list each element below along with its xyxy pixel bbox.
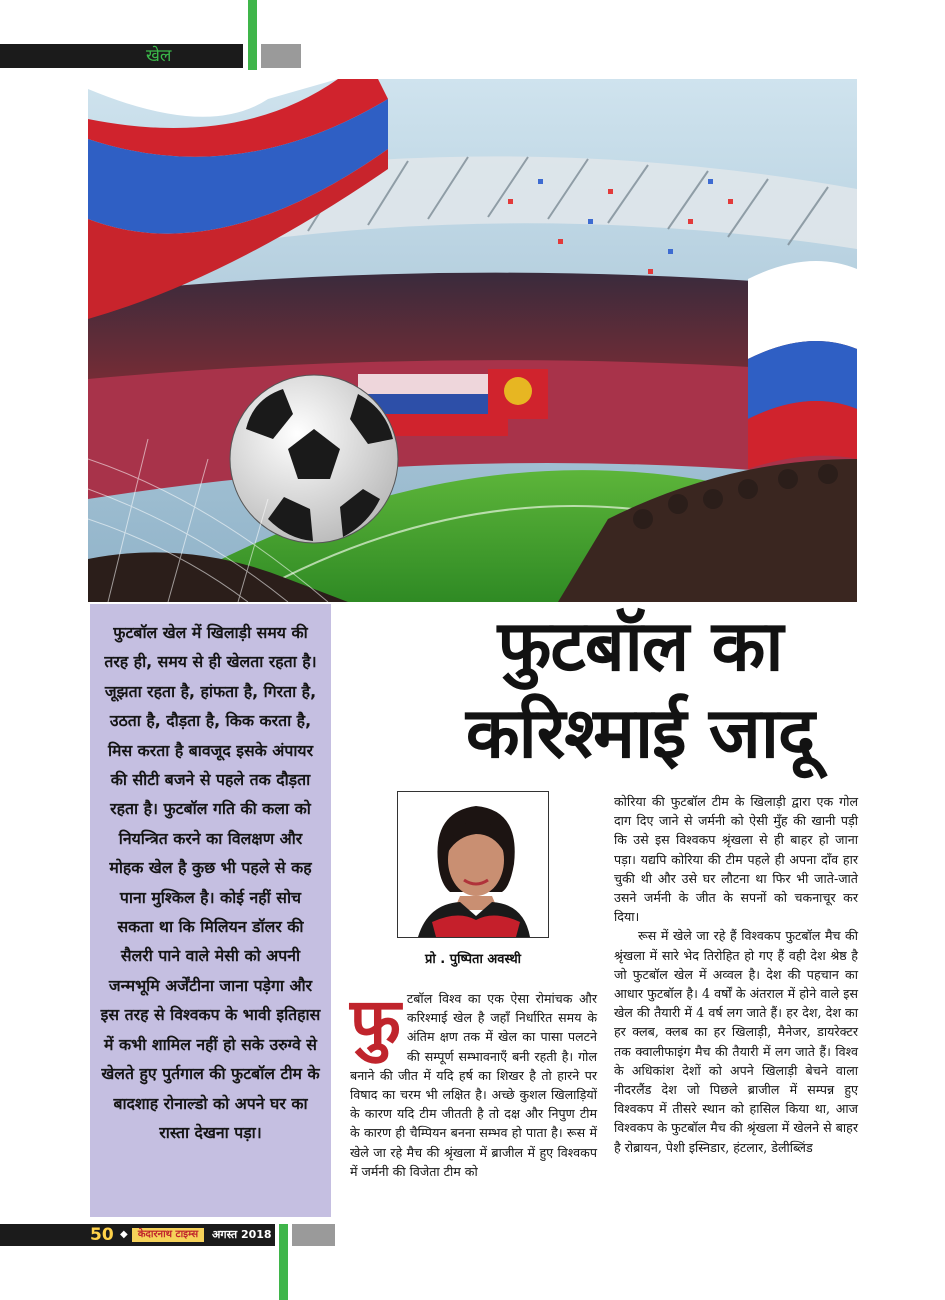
headline-line-2: करिश्माई जादू — [465, 692, 815, 774]
footer-green-stripe — [279, 1224, 288, 1300]
football-icon — [230, 375, 398, 543]
issue-month: अगस्त 2018 — [212, 1228, 272, 1241]
right-column-paragraph-1: कोरिया की फुटबॉल टीम के खिलाड़ी द्वारा एक गोल दाग दिए जाने से जर्मनी को ऐसी मुँह की खानी पड़ी कि उसे इस विश्वकप श्रृंखला से ही बाहर हो जाना पड़ा। यद्यपि कोरिया की टीम पहले ही अपना दाँव हार चुकी थी और उसे घर लौटना था फिर भी जाते-जाते उसने जर्मनी के जीत के सपनों को चकनाचूर कर दिया। — [614, 794, 858, 925]
header-green-stripe — [248, 0, 257, 70]
article-column-right — [614, 792, 858, 1157]
page-number: 50 — [90, 1225, 114, 1245]
article-column-left — [350, 984, 597, 1181]
right-column-paragraph-2: रूस में खेले जा रहे हैं विश्वकप फुटबॉल मैच की श्रृंखला में सारे भेद तिरोहित हो गए हैं वही देश श्रेष्ठ है जो फुटबॉल खेल में अव्वल है। देश की पहचान का आधार फुटबॉल है। 4 वर्षों के अंतराल में होने वाले इस खेल की तैयारी में 4 वर्ष लग जाते हैं। हर देश, देश का हर क्लब, क्लब का हर खिलाड़ी, मैनेजर, डायरेक्टर तक क्वालीफाइंग मैच की तैयारी में लग जाते हैं। विश्व के अधिकांश देशों को अपने खिलाड़ी बेचने वाला नीदरलैंड देश जो पिछले ब्राजील में सम्पन्न हुए विश्वकप में तीसरे स्थान को हासिल किया था, आज विश्वकप के फुटबॉल मैच की श्रृंखला में खेलने से बाहर है रोब्रायन, पेशी इस्निडार, हंटलार, डेलीब्लिंड — [614, 928, 858, 1155]
left-column-text: टबॉल विश्व का एक ऐसा रोमांचक और करिश्माई खेल है जहाँ निर्धारित समय के अंतिम क्षण तक में खेल का पासा पलटने की सम्पूर्ण सम्भावनाएँ बनी रहती है। गोल बनाने की जीत में यदि हर्ष का शिखर है तो हारने पर विषाद का चरम भी लक्षित है। अच्छे कुशल खिलाड़ियों के कारण यदि टीम जीतती है तो दक्ष और निपुण टीम के कारण ही चैम्पियन बनना सम्भव हो पाता है। रूस में खेले जा रहे मैच की श्रृंखला में ब्राजील में हुए विश्वकप में जर्मनी की विजेता टीम को — [350, 991, 597, 1179]
section-label: खेल — [146, 46, 172, 66]
drop-cap: फु — [350, 984, 401, 1061]
magazine-name: केदारनाथ टाइम्स — [132, 1228, 204, 1242]
author-portrait-icon — [398, 792, 548, 937]
header-gray-block — [261, 44, 301, 68]
article-headline — [345, 604, 935, 778]
pull-quote-box — [90, 604, 331, 1217]
footer-gray-block — [292, 1224, 335, 1246]
footer-bullet-icon: ◆ — [120, 1229, 128, 1240]
author-name: प्रो . पुष्पिता अवस्थी — [424, 952, 521, 967]
pull-quote-text: फुटबॉल खेल में खिलाड़ी समय की तरह ही, समय से ही खेलता रहता है। जूझता रहता है, हांफता है, गिरता है, उठता है, दौड़ता है, किक करता है, मिस करता है बावजूद इसके अंपायर की सीटी बजने से पहले तक दौड़ता रहता है। फुटबॉल गति की कला को नियन्त्रित करने का विलक्षण और मोहक खेल है कुछ भी पहले से कह पाना मुश्किल है। कोई नहीं सोच सकता था कि मिलियन डॉलर की सैलरी पाने वाले मेसी को अपनी जन्मभूमि अर्जेंटीना जाना पड़ेगा और इस तरह से विश्वकप के भावी इतिहास में कभी शामिल नहीं हो सके उरुग्वे से खेलते हुए पुर्तगाल की फुटबॉल टीम के बादशाह रोनाल्डो को अपने घर का रास्ता देखना पड़ा। — [100, 623, 321, 1142]
section-header-bar — [0, 44, 243, 68]
headline-line-1: फुटबॉल का — [497, 605, 783, 687]
author-photo — [397, 791, 549, 938]
hero-image — [88, 79, 857, 602]
stadium-illustration — [88, 79, 857, 602]
